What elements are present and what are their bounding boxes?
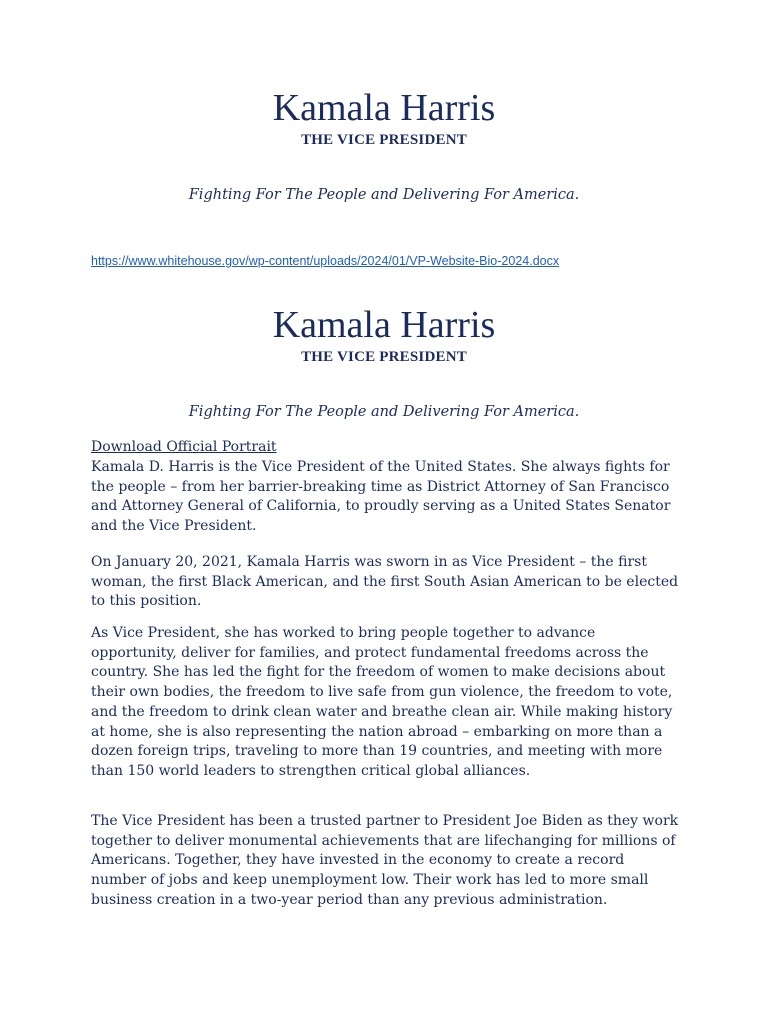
section-subtitle: THE VICE PRESIDENT xyxy=(301,349,467,365)
page-subtitle: THE VICE PRESIDENT xyxy=(301,132,467,148)
page-title: Kamala Harris xyxy=(272,87,496,129)
section-tagline: Fighting For The People and Delivering For America. xyxy=(188,404,580,420)
bio-paragraph: On January 20, 2021, Kamala Harris was sworn in as Vice President – the first woman, the first Black American, and the first South Asian American to be elected to this position. xyxy=(91,554,679,610)
bio-paragraph: As Vice President, she has worked to bring people together to advance opportunity, deliver for families, and protect fundamental freedoms across the country. She has led the fight for the freedom of women to make decisions about their own bodies, the freedom to live safe from gun violence, the freedom to vote, and the freedom to drink clean water and breathe clean air. While making history at home, she is also representing the nation abroad – embarking on more than a dozen foreign trips, traveling to more than 19 countries, and meeting with more than 150 world leaders to strengthen critical global alliances. xyxy=(91,625,673,779)
bio-paragraph: The Vice President has been a trusted partner to President Joe Biden as they work together to deliver monumental achievements that are lifechanging for millions of Americans. Together, they have invested in the economy to create a record number of jobs and keep unemployment low. Their work has led to more small business creation in a two-year period than any previous administration. xyxy=(91,813,679,908)
section-title: Kamala Harris xyxy=(272,304,496,346)
bio-paragraph: Kamala D. Harris is the Vice President of the United States. She always fights for the people – from her barrier-breaking time as District Attorney of San Francisco and Attorney General of California, to proudly serving as a United States Senator and the Vice President. xyxy=(91,459,671,535)
source-url-link[interactable]: https://www.whitehouse.gov/wp-content/uploads/2024/01/VP-Website-Bio-2024.docx xyxy=(91,254,560,268)
download-portrait-link[interactable]: Download Official Portrait xyxy=(91,439,277,455)
page-tagline: Fighting For The People and Delivering For America. xyxy=(188,187,580,203)
